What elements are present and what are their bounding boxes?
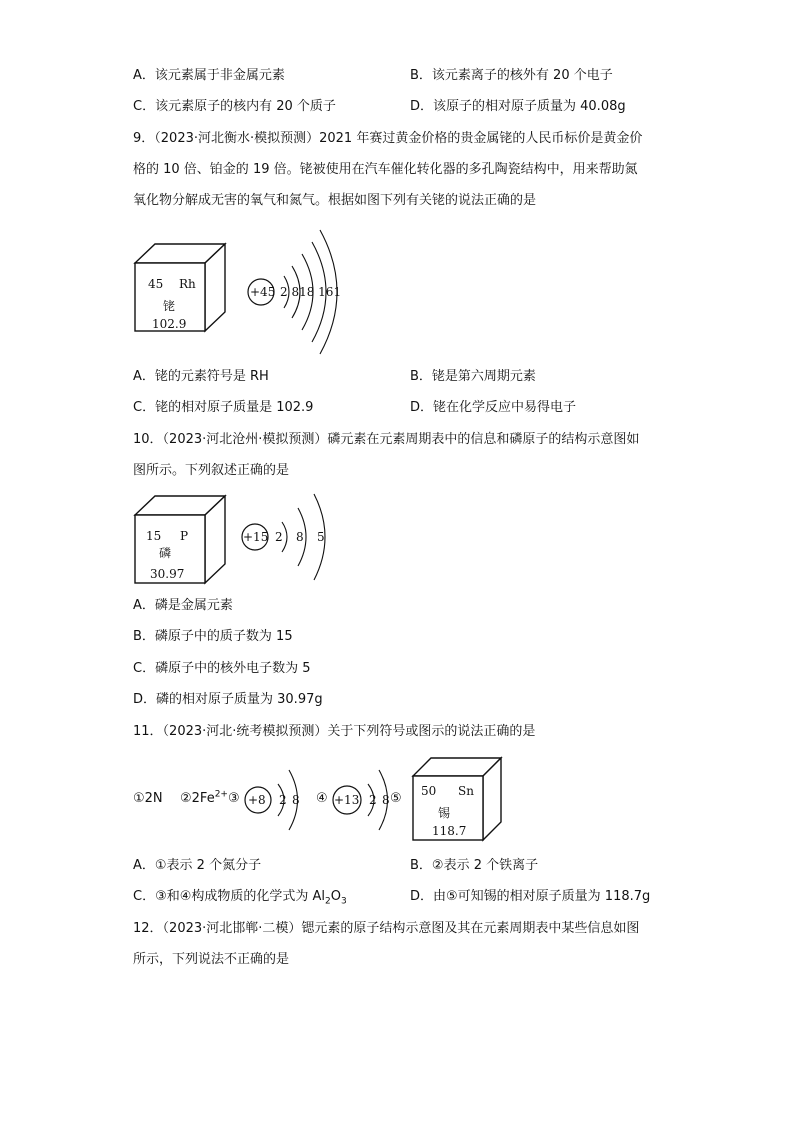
q11-element-name: 锡 xyxy=(438,806,451,820)
q10-option-c: C．磷原子中的核外电子数为 5 xyxy=(133,661,311,676)
q12-stem-line2: 所示，下列说法不正确的是 xyxy=(133,952,290,967)
q9-option-a: A．铑的元素符号是 RH xyxy=(133,369,269,384)
q8-option-d: D．该原子的相对原子质量为 40.08g xyxy=(410,99,626,114)
q9-stem-line1: 9．（2023·河北衡水·模拟预测）2021 年赛过黄金价格的贵金属铑的人民币标价是黄金价 xyxy=(133,131,643,146)
q11-element-cell-tin xyxy=(408,754,504,850)
q9-stem-line2: 格的 10 倍、铂金的 19 倍。铑被使用在汽车催化转化器的多孔陶瓷结构中，用来帮助氮 xyxy=(133,162,638,177)
q9-option-c: C．铑的相对原子质量是 102.9 xyxy=(133,400,314,415)
q8-option-c: C．该元素原子的核内有 20 个质子 xyxy=(133,99,336,114)
q11-atomic-number: 50 xyxy=(421,784,437,798)
q9-element-symbol: Rh xyxy=(179,277,196,291)
q11-symbol-2: $②2Fe^{2+}$ xyxy=(180,789,228,806)
q11-atom3-shell1-electrons: 2 xyxy=(279,793,287,807)
q11-atom4-shell2-electrons: 8 xyxy=(382,793,390,807)
q10-shell2-electrons: 8 xyxy=(296,530,304,544)
q11-atom3-shell2-electrons: 8 xyxy=(292,793,300,807)
q9-nucleus-charge: +45 xyxy=(250,285,276,299)
q10-atomic-mass: 30.97 xyxy=(150,567,185,581)
q10-element-name: 磷 xyxy=(159,546,172,560)
q9-option-d: D．铑在化学反应中易得电子 xyxy=(410,400,577,415)
q9-shell-electrons: 2 818 161 xyxy=(280,285,342,299)
q11-atom4-nucleus-charge: +13 xyxy=(334,793,360,807)
q10-element-cell-phosphorus xyxy=(130,490,230,594)
q10-option-b: B．磷原子中的质子数为 15 xyxy=(133,629,293,644)
q10-shell-arc-1 xyxy=(282,522,287,552)
q9-atomic-number: 45 xyxy=(148,277,164,291)
q9-atomic-mass: 102.9 xyxy=(152,317,187,331)
q9-option-b: B．铑是第六周期元素 xyxy=(410,369,536,384)
q11-atom-diagram-3 xyxy=(242,764,312,838)
q10-atom-structure-diagram xyxy=(236,490,336,594)
q11-atom3-nucleus-charge: +8 xyxy=(248,793,266,807)
q11-symbol-4: ④ xyxy=(316,791,328,806)
q10-option-d: D．磷的相对原子质量为 30.97g xyxy=(133,692,323,707)
q11-option-d: D．由⑤可知锡的相对原子质量为 118.7g xyxy=(410,889,651,904)
q11-atomic-mass: 118.7 xyxy=(432,824,467,838)
q11-symbol-5: ⑤ xyxy=(390,791,402,806)
q10-element-symbol: P xyxy=(180,529,189,543)
q9-element-name: 铑 xyxy=(163,299,176,313)
q11-symbol-1: ①2N xyxy=(133,791,163,806)
q11-option-c: C．③和④构成物质的化学式为 $Al_2O_3$ xyxy=(133,889,347,907)
q10-option-a: A．磷是金属元素 xyxy=(133,598,233,613)
q10-shell3-electrons: 5 xyxy=(317,530,325,544)
q9-element-cell-rhodium xyxy=(130,238,230,342)
q11-element-symbol: Sn xyxy=(458,784,474,798)
q11-atom4-shell1-electrons: 2 xyxy=(369,793,377,807)
q10-nucleus-charge: +15 xyxy=(243,530,269,544)
q9-atom-structure-diagram xyxy=(240,226,360,360)
q9-stem-line3: 氧化物分解成无害的氧气和氮气。根据如图下列有关铑的说法正确的是 xyxy=(133,193,537,208)
q10-stem-line1: 10．（2023·河北沧州·模拟预测）磷元素在元素周期表中的信息和磷原子的结构示意图如 xyxy=(133,432,640,447)
q12-stem-line1: 12．（2023·河北邯郸·二模）锶元素的原子结构示意图及其在元素周期表中某些信息如图 xyxy=(133,921,640,936)
q10-stem-line2: 图所示。下列叙述正确的是 xyxy=(133,463,290,478)
q8-option-b: B．该元素离子的核外有 20 个电子 xyxy=(410,68,613,83)
q8-option-a: A．该元素属于非金属元素 xyxy=(133,68,285,83)
q11-option-a: A．①表示 2 个氮分子 xyxy=(133,858,262,873)
q10-atomic-number: 15 xyxy=(146,529,162,543)
q10-shell1-electrons: 2 xyxy=(275,530,283,544)
q11-symbol-3: ③ xyxy=(228,791,240,806)
q11-option-b: B．②表示 2 个铁离子 xyxy=(410,858,539,873)
q11-stem-line1: 11．（2023·河北·统考模拟预测）关于下列符号或图示的说法正确的是 xyxy=(133,724,536,739)
